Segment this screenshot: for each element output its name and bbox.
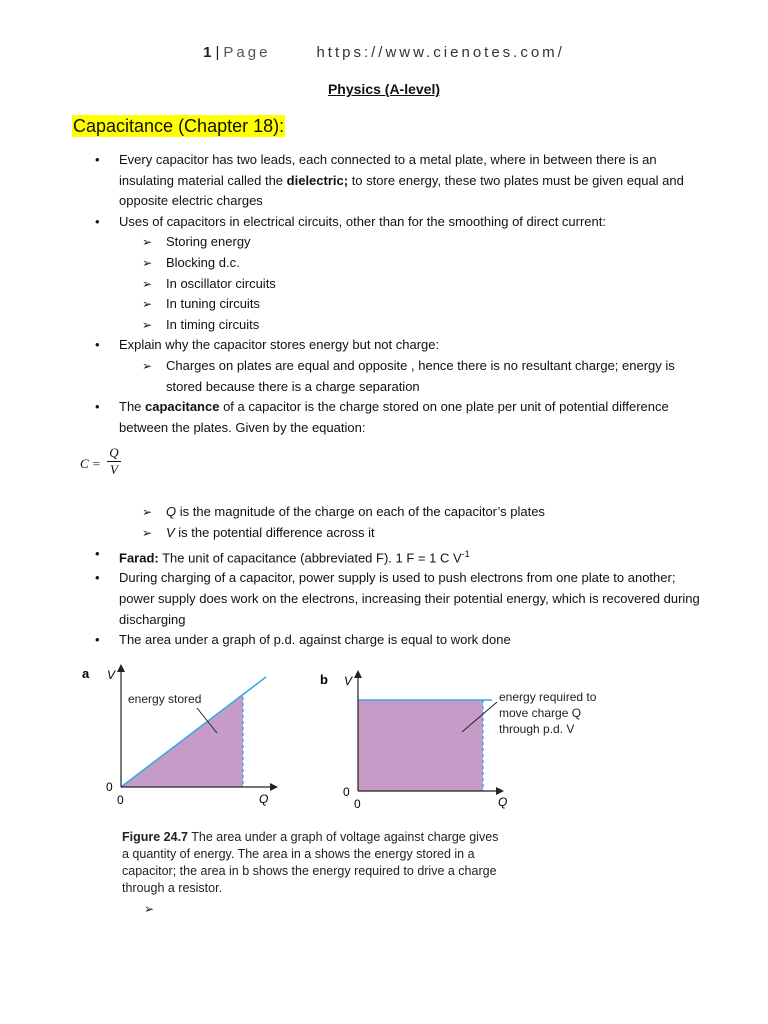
y-axis-label: V bbox=[107, 668, 116, 682]
panel-b-label: b bbox=[320, 672, 328, 687]
y-axis-arrow bbox=[354, 670, 362, 678]
equation-numerator: Q bbox=[109, 445, 119, 461]
caption-text: The area under a graph of voltage against charge gives a quantity of energy. The area in a shows the energy stored in a capacitor; the area in b shows the energy required to drive a charge through a resistor. bbox=[122, 830, 499, 895]
y-axis-label: V bbox=[344, 674, 353, 688]
text: The unit of capacitance (abbreviated F). 1 F = 1 C V bbox=[158, 549, 462, 565]
energy-required-label-2: move charge Q bbox=[499, 706, 582, 720]
chapter-heading: Capacitance (Chapter 18): bbox=[73, 116, 285, 136]
panel-a-label: a bbox=[82, 666, 90, 681]
origin-x-label: 0 bbox=[354, 797, 361, 811]
sub-bullet: ➢ In oscillator circuits bbox=[0, 274, 768, 295]
term-farad: Farad: bbox=[119, 549, 159, 565]
symbol-v: V bbox=[166, 524, 175, 540]
page-number: 1 bbox=[203, 44, 212, 61]
document-title: Physics (A-level) bbox=[327, 81, 441, 97]
bullet-energy-not-charge bbox=[0, 335, 768, 356]
sub-bullet: ➢ Storing energy bbox=[0, 232, 768, 253]
text: to store energy, these two plates must be given equal and opposite electric charges bbox=[119, 172, 684, 209]
text: The bbox=[119, 399, 146, 415]
x-axis-label: Q bbox=[259, 792, 269, 806]
equation-denominator: V bbox=[110, 462, 118, 478]
sub-bullet: ➢ Blocking d.c. bbox=[0, 253, 768, 274]
sub-bullet: ➢ In tuning circuits bbox=[0, 294, 768, 315]
text: of a capacitor is the charge stored on one plate per unit of potential difference between the plates. Given by the equation: bbox=[119, 399, 669, 435]
bullet-farad bbox=[0, 544, 768, 569]
x-axis-label: Q bbox=[498, 795, 508, 809]
y-axis-arrow bbox=[117, 664, 125, 672]
equation-lhs: C = bbox=[80, 456, 101, 472]
page-header bbox=[0, 44, 768, 61]
capacitance-equation bbox=[0, 446, 768, 498]
superscript: -1 bbox=[461, 548, 470, 559]
energy-stored-label: energy stored bbox=[128, 692, 202, 706]
text: Uses of capacitors in electrical circuits, other than for the smoothing of direct current: bbox=[119, 213, 606, 229]
origin-x-label: 0 bbox=[117, 793, 124, 807]
figure-caption bbox=[122, 829, 502, 897]
energy-required-label-1: energy required to bbox=[499, 690, 597, 704]
origin-y-label: 0 bbox=[343, 785, 350, 799]
energy-required-label-3: through p.d. V bbox=[499, 722, 575, 736]
equation-fraction bbox=[107, 446, 121, 477]
energy-required-area bbox=[358, 700, 483, 791]
text: Every capacitor has two leads, each connected to a metal plate, where in between there is an insulating material called the bbox=[119, 152, 657, 188]
notes-content bbox=[0, 150, 768, 651]
origin-y-label: 0 bbox=[106, 780, 113, 794]
symbol-q: Q bbox=[166, 504, 177, 520]
x-axis-arrow bbox=[270, 783, 278, 791]
sub-bullet-v bbox=[0, 523, 768, 544]
bullet-capacitance-definition bbox=[0, 397, 768, 438]
panel-a bbox=[82, 664, 278, 807]
bullet-capacitor-uses bbox=[0, 212, 768, 233]
site-url[interactable]: https://www.cienotes.com/ bbox=[316, 44, 565, 61]
bullet-charging: • During charging of a capacitor, power supply is used to push electrons from one plate to another; power supply does work on the electrons, increasing their potential energy, which is recovered during discharging bbox=[0, 568, 768, 630]
sub-bullet: ➢ In timing circuits bbox=[0, 315, 768, 336]
text: Explain why the capacitor stores energy but not charge: bbox=[119, 337, 440, 353]
text: is the potential difference across it bbox=[174, 524, 375, 540]
sub-bullet-q bbox=[0, 502, 768, 523]
text: is the magnitude of the charge on each of the capacitor’s plates bbox=[176, 504, 545, 520]
page-word: Page bbox=[223, 44, 271, 61]
figure-label: Figure 24.7 bbox=[122, 830, 188, 844]
term-capacitance: capacitance bbox=[145, 399, 220, 415]
header-separator: | bbox=[215, 44, 220, 61]
term-dielectric: dielectric; bbox=[286, 172, 349, 188]
bullet-area-work: • The area under a graph of p.d. against charge is equal to work done bbox=[0, 630, 768, 651]
sub-bullet: ➢ Charges on plates are equal and opposite , hence there is no resultant charge; energy is stored because there is a charge separation bbox=[0, 356, 768, 397]
bullet-capacitor-structure bbox=[0, 150, 768, 212]
x-axis-arrow bbox=[496, 787, 504, 795]
panel-b bbox=[320, 670, 597, 811]
trailing-arrow-bullet: ➢ bbox=[144, 902, 155, 916]
